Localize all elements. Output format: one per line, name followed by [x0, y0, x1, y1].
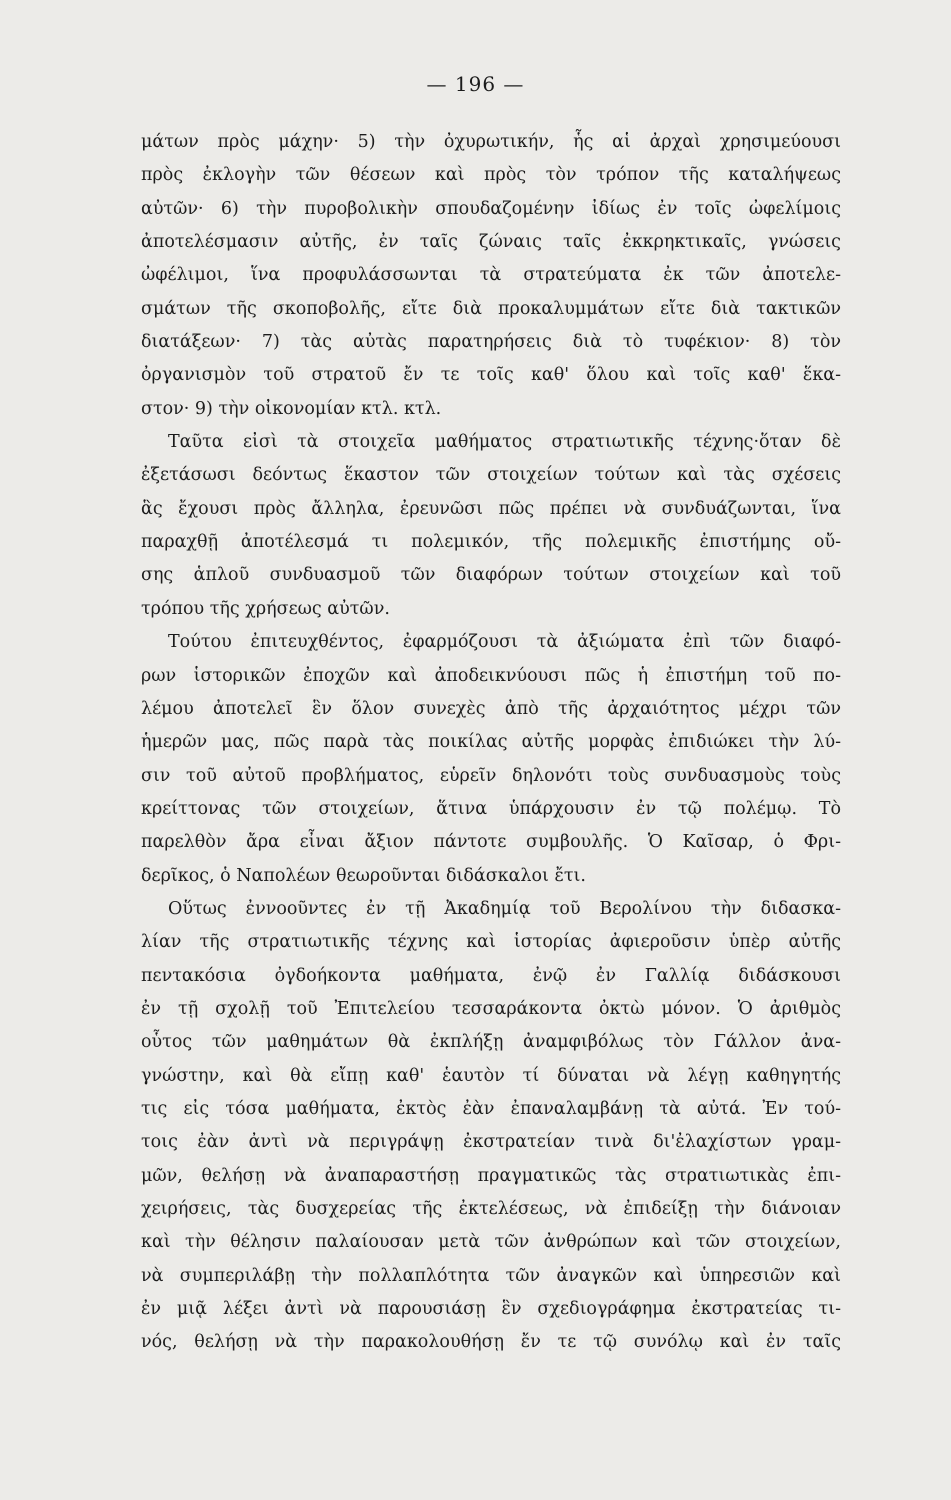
- text-line: τοις ἐὰν ἀντὶ νὰ περιγράψῃ ἐκστρατείαν τινὰ δι'ἐλαχίστων γραμ-: [141, 1132, 841, 1153]
- text-line: ἀποτελέσμασιν αὐτῆς, ἐν ταῖς ζώναις ταῖς ἐκκρηκτικαῖς, γνώσεις: [141, 232, 841, 253]
- text-line: σης ἁπλοῦ συνδυασμοῦ τῶν διαφόρων τούτων στοιχείων καὶ τοῦ: [141, 565, 841, 586]
- text-line: χειρήσεις, τὰς δυσχερείας τῆς ἐκτελέσεως, νὰ ἐπιδείξῃ τὴν διάνοιαν: [141, 1199, 841, 1219]
- text-line: μῶν, θελήσῃ νὰ ἀναπαραστήσῃ πραγματικῶς τὰς στρατιωτικὰς ἐπι-: [141, 1165, 841, 1186]
- text-line: παραχθῇ ἀποτέλεσμά τι πολεμικόν, τῆς πολεμικῆς ἐπιστήμης οὔ-: [141, 532, 841, 553]
- text-line: διατάξεων· 7) τὰς αὐτὰς παρατηρήσεις διὰ τὸ τυφέκιον· 8) τὸν: [141, 332, 841, 353]
- text-line: Οὕτως ἐννοοῦντες ἐν τῇ Ἀκαδημίᾳ τοῦ Βερολίνου τὴν διδασκα-: [168, 898, 841, 919]
- text-line: λίαν τῆς στρατιωτικῆς τέχνης καὶ ἱστορίας ἀφιεροῦσιν ὑπὲρ αὐτῆς: [141, 932, 841, 953]
- text-line: ἃς ἔχουσι πρὸς ἄλληλα, ἐρευνῶσι πῶς πρέπει νὰ συνδυάζωνται, ἵνα: [141, 498, 841, 519]
- text-line: πεντακόσια ὀγδοήκοντα μαθήματα, ἐνῷ ἐν Γαλλίᾳ διδάσκουσι: [141, 965, 841, 986]
- body-text: [141, 126, 841, 1360]
- text-line: νὰ συμπεριλάβῃ τὴν πολλαπλότητα τῶν ἀναγκῶν καὶ ὑπηρεσιῶν καὶ: [141, 1265, 841, 1286]
- text-line: ρων ἱστορικῶν ἐποχῶν καὶ ἀποδεικνύουσι πῶς ἡ ἐπιστήμη τοῦ πο-: [141, 665, 841, 686]
- text-line: οὗτος τῶν μαθημάτων θὰ ἐκπλήξῃ ἀναμφιβόλως τὸν Γάλλον ἀνα-: [141, 1032, 841, 1053]
- text-line: αὐτῶν· 6) τὴν πυροβολικὴν σπουδαζομένην ἰδίως ἐν τοῖς ὠφελίμοις: [141, 198, 841, 219]
- text-line: ἐξετάσωσι δεόντως ἕκαστον τῶν στοιχείων τούτων καὶ τὰς σχέσεις: [141, 465, 841, 486]
- text-line: μάτων πρὸς μάχην· 5) τὴν ὀχυρωτικήν, ἧς αἱ ἀρχαὶ χρησιμεύουσι: [141, 132, 841, 152]
- page-number: — 196 —: [426, 72, 525, 96]
- text-line: δερῖκος, ὁ Ναπολέων θεωροῦνται διδάσκαλοι ἔτι.: [141, 865, 586, 886]
- text-line: τις εἰς τόσα μαθήματα, ἐκτὸς ἐὰν ἐπαναλαμβάνῃ τὰ αὐτά. Ἐν τού-: [141, 1098, 841, 1119]
- text-line: τρόπου τῆς χρήσεως αὐτῶν.: [141, 598, 390, 619]
- text-line: στον· 9) τὴν οἰκονομίαν κτλ. κτλ.: [141, 398, 442, 419]
- text-line: λέμου ἀποτελεῖ ἓν ὅλον συνεχὲς ἀπὸ τῆς ἀρχαιότητος μέχρι τῶν: [141, 698, 841, 719]
- text-line: ἡμερῶν μας, πῶς παρὰ τὰς ποικίλας αὐτῆς μορφὰς ἐπιδιώκει τὴν λύ-: [141, 732, 841, 753]
- text-line: γνώστην, καὶ θὰ εἴπῃ καθ' ἑαυτὸν τί δύναται νὰ λέγῃ καθηγητής: [141, 1065, 841, 1086]
- text-line: σμάτων τῆς σκοποβολῆς, εἴτε διὰ προκαλυμμάτων εἴτε διὰ τακτικῶν: [141, 298, 841, 319]
- text-line: ὀργανισμὸν τοῦ στρατοῦ ἔν τε τοῖς καθ' ὅλου καὶ τοῖς καθ' ἕκα-: [141, 365, 841, 386]
- text-line: καὶ τὴν θέλησιν παλαίουσαν μετὰ τῶν ἀνθρώπων καὶ τῶν στοιχείων,: [141, 1232, 841, 1253]
- text-line: ἐν τῇ σχολῇ τοῦ Ἐπιτελείου τεσσαράκοντα ὀκτὼ μόνον. Ὁ ἀριθμὸς: [141, 998, 841, 1019]
- text-line: Ταῦτα εἰσὶ τὰ στοιχεῖα μαθήματος στρατιωτικῆς τέχνης·ὅταν δὲ: [168, 432, 841, 453]
- text-line: κρείττονας τῶν στοιχείων, ἅτινα ὑπάρχουσιν ἐν τῷ πολέμῳ. Τὸ: [141, 798, 841, 819]
- text-line: ὠφέλιμοι, ἵνα προφυλάσσωνται τὰ στρατεύματα ἐκ τῶν ἀποτελε-: [141, 265, 841, 286]
- text-line: νός, θελήσῃ νὰ τὴν παρακολουθήσῃ ἔν τε τῷ συνόλῳ καὶ ἐν ταῖς: [141, 1332, 841, 1353]
- text-line: Τούτου ἐπιτευχθέντος, ἐφαρμόζουσι τὰ ἀξιώματα ἐπὶ τῶν διαφό-: [168, 632, 841, 653]
- text-line: ἐν μιᾷ λέξει ἀντὶ νὰ παρουσιάσῃ ἓν σχεδιογράφημα ἐκστρατείας τι-: [141, 1299, 841, 1320]
- text-line: παρελθὸν ἄρα εἶναι ἄξιον πάντοτε συμβουλῆς. Ὁ Καῖσαρ, ὁ Φρι-: [141, 832, 841, 853]
- text-line: πρὸς ἐκλογὴν τῶν θέσεων καὶ πρὸς τὸν τρόπον τῆς καταλήψεως: [141, 165, 841, 186]
- text-line: σιν τοῦ αὐτοῦ προβλήματος, εὑρεῖν δηλονότι τοὺς συνδυασμοὺς τοὺς: [141, 765, 841, 786]
